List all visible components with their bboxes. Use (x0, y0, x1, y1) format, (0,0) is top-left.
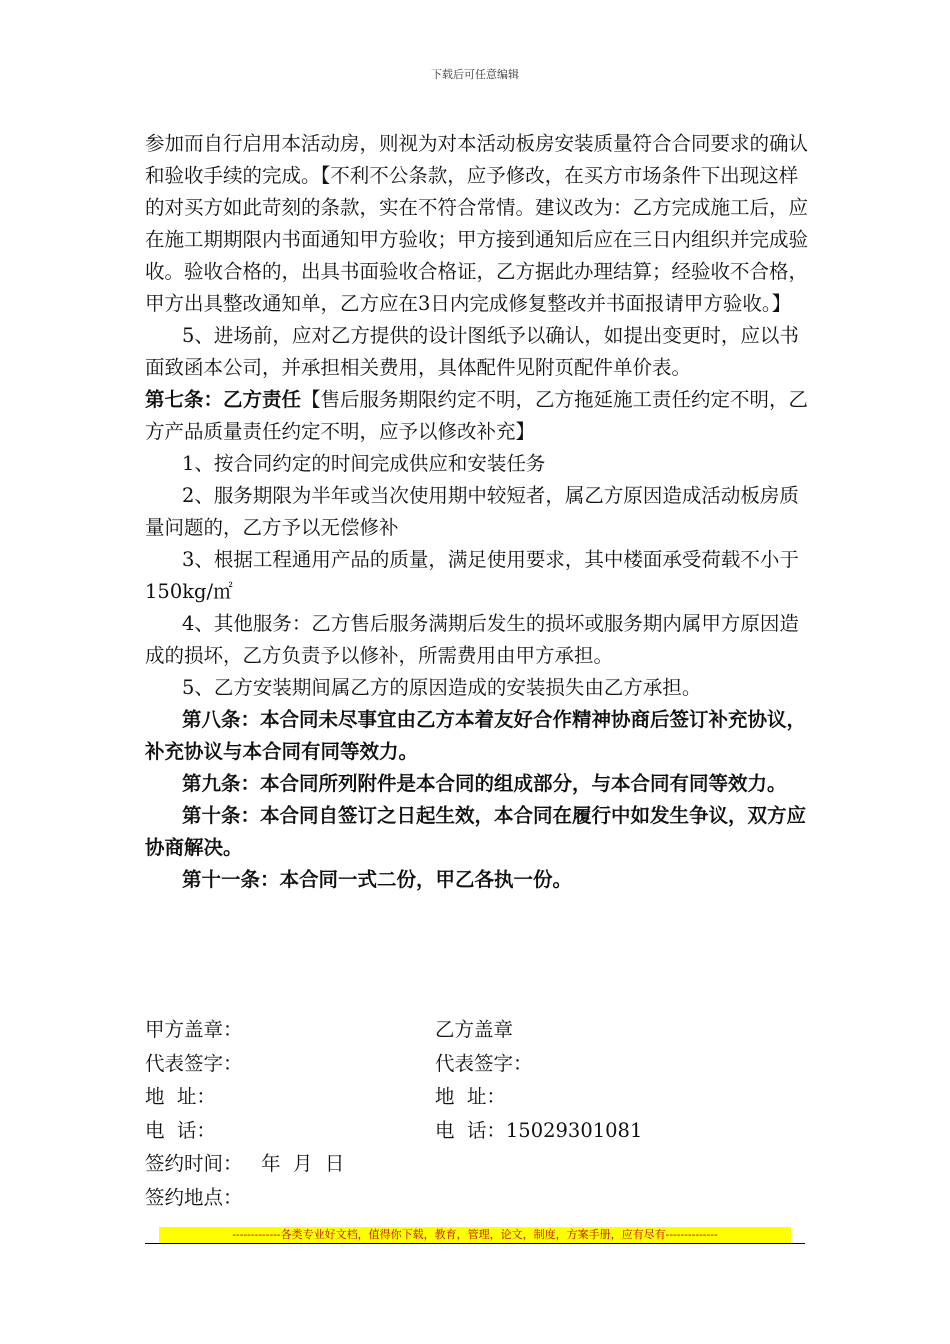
article-7-title: 第七条：乙方责任 (145, 388, 302, 411)
document-body (145, 128, 813, 896)
party-a-phone: 电 话： (145, 1118, 216, 1142)
party-a-address: 地 址： (145, 1085, 216, 1108)
article-7-note: 【售后服务期限约定不明，乙方拖延施工责任约定不明，乙方产品质量责任约定不明，应予以修改补充】 (145, 388, 809, 443)
party-a-representative: 代表签字： (145, 1051, 243, 1075)
party-b-address: 地 址： (435, 1085, 506, 1108)
footer-divider (145, 1243, 805, 1244)
paragraph-duty-5: 5、乙方安装期间属乙方的原因造成的安装损失由乙方承担。 (182, 676, 702, 699)
paragraph-article-7 (145, 384, 813, 448)
paragraph-clause-continuation: 参加而自行启用本活动房，则视为对本活动板房安装质量符合合同要求的确认和验收手续的完成。【不利不公条款，应予修改，在买方市场条件下出现这样的对买方如此苛刻的条款，实在不符合常情。建议改为：乙方完成施工后，应在施工期期限内书面通知甲方验收；甲方接到通知后应在三日内组织并完成验收。验收合格的，出具书面验收合格证，乙方据此办理结算；经验收不合格，甲方出具整改通知单，乙方应在3日内完成修复整改并书面报请甲方验收。】 (145, 132, 809, 315)
party-b-seal: 乙方盖章 (435, 1018, 514, 1041)
signature-row-address (145, 1080, 813, 1114)
signature-row-time (145, 1147, 813, 1181)
paragraph-article-9: 第九条：本合同所列附件是本合同的组成部分，与本合同有同等效力。 (182, 772, 787, 795)
signature-block (145, 1013, 813, 1214)
page-header: 下载后可任意编辑 (431, 68, 519, 81)
signature-row-place (145, 1181, 813, 1215)
signature-row-rep (145, 1047, 813, 1081)
sign-place: 签约地点： (145, 1185, 243, 1209)
paragraph-article-8: 第八条：本合同未尽事宜由乙方本着友好合作精神协商后签订补充协议，补充协议与本合同有同等效力。 (145, 708, 807, 763)
signature-row-phone (145, 1114, 813, 1148)
paragraph-article-11: 第十一条：本合同一式二份，甲乙各执一份。 (182, 868, 573, 891)
party-a-seal: 甲方盖章： (145, 1018, 243, 1041)
sign-time: 签约时间： 年 月 日 (145, 1152, 345, 1175)
party-b-phone: 电 话：15029301081 (435, 1118, 643, 1142)
signature-row-seal (145, 1013, 813, 1047)
paragraph-item-5-design: 5、进场前，应对乙方提供的设计图纸予以确认，如提出变更时，应以书面致函本公司，并承担相关费用，具体配件见附页配件单价表。 (145, 324, 799, 379)
paragraph-duty-4: 4、其他服务：乙方售后服务满期后发生的损坏或服务期内属甲方原因造成的损坏，乙方负责予以修补，所需费用由甲方承担。 (145, 612, 799, 667)
paragraph-article-10: 第十条：本合同自签订之日起生效，本合同在履行中如发生争议，双方应协商解决。 (145, 804, 807, 859)
paragraph-duty-2: 2、服务期限为半年或当次使用期中较短者，属乙方原因造成活动板房质量问题的，乙方予以无偿修补 (145, 484, 799, 539)
footer-banner: -------------各类专业好文档，值得你下载，教育，管理，论文，制度，方案手册，应有尽有-------------- (159, 1227, 791, 1243)
paragraph-duty-3: 3、根据工程通用产品的质量，满足使用要求，其中楼面承受荷载不小于150kg/㎡ (145, 548, 799, 603)
party-b-representative: 代表签字： (435, 1051, 533, 1075)
paragraph-duty-1: 1、按合同约定的时间完成供应和安装任务 (182, 452, 546, 475)
